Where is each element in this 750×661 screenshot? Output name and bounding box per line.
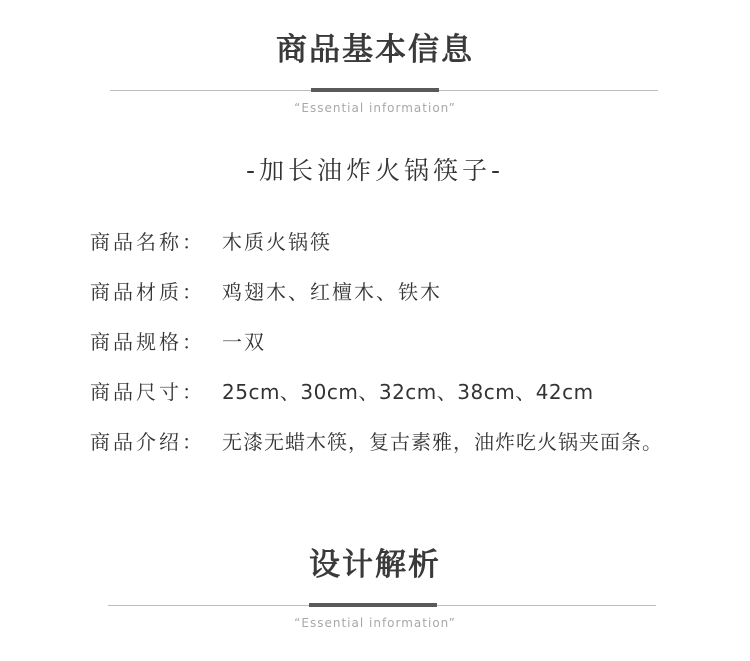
info-row-name [90,227,332,257]
info-value: 木质火锅筷 [222,230,332,254]
info-row-material [90,277,442,307]
info-row-description [90,427,663,457]
info-value: 无漆无蜡木筷，复古素雅，油炸吃火锅夹面条。 [222,430,663,454]
product-name-heading: -加长油炸火锅筷子- [245,156,505,185]
section-title-basic-info: 商品基本信息 [276,32,474,68]
info-row-size [90,377,594,407]
section-subtitle-design: “Essential information” [294,616,456,630]
info-label: 商品规格： [90,330,205,354]
info-label: 商品尺寸： [90,380,205,404]
section-title-design: 设计解析 [309,547,441,583]
info-value: 一双 [222,330,266,354]
info-value: 鸡翅木、红檀木、铁木 [222,280,442,304]
info-value: 25cm、30cm、32cm、38cm、42cm [222,380,594,404]
divider-accent-bar [309,603,437,607]
info-label: 商品材质： [90,280,205,304]
section-subtitle-basic-info: “Essential information” [294,101,456,115]
info-row-spec [90,327,266,357]
info-label: 商品名称： [90,230,205,254]
divider-accent-bar [311,88,439,92]
info-label: 商品介绍： [90,430,205,454]
